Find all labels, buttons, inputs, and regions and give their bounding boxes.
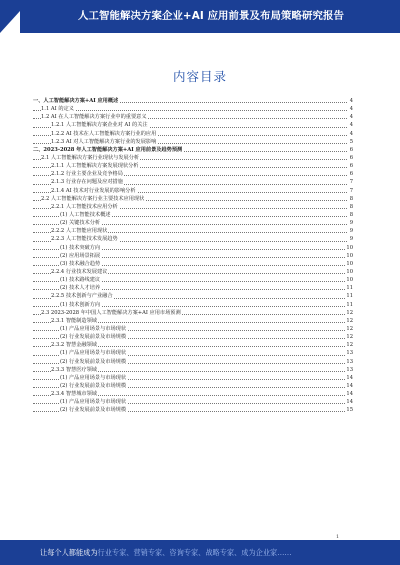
toc-entry-title: (2) 行业发展前景及市场规模 [60,358,127,365]
toc-entry-title: (2) 行业发展前景及市场规模 [60,382,127,389]
toc-entry-title: 二、2023-2028 年人工智能解决方案+AI 应用前景及趋势预测 [33,146,183,153]
toc-entry-page: 5 [349,138,353,145]
toc-entry-title: 1.2.3 AI 对人工智能解决方案行业的发展影响 [51,138,157,145]
toc-entry[interactable] [33,382,353,390]
toc-entry-page: 9 [349,236,353,243]
toc-entry-page: 11 [346,293,353,300]
toc-entry[interactable] [33,341,353,349]
toc-entry-title: 1.2.1 人工智能解决方案企业对 AI 的关注 [51,122,148,129]
toc-entry[interactable] [33,301,353,309]
toc-entry[interactable] [33,178,353,186]
toc-entry-title: (2) 技术人才培养 [60,285,101,292]
toc-entry-title: 2.2 人工智能解决方案行业主要技术应用现状 [41,195,145,202]
toc-entry[interactable] [33,227,353,235]
toc-entry[interactable] [33,170,353,178]
toc-entry[interactable] [33,252,353,260]
toc-entry[interactable] [33,219,353,227]
toc-entry-page: 9 [349,228,353,235]
toc-entry-title: (1) 产品应用场景与市场现状 [60,374,127,381]
toc-entry[interactable] [33,284,353,292]
toc-entry[interactable] [33,309,353,317]
toc-entry[interactable] [33,268,353,276]
toc-entry-title: (1) 技术路线建议 [60,277,101,284]
toc-entry[interactable] [33,317,353,325]
toc-entry[interactable] [33,162,353,170]
toc-entry-title: 2.2.4 行业技术发展建议 [51,268,108,275]
toc-entry-page: 4 [349,98,353,104]
toc-entry-title: 2.1.1 人工智能解决方案发展现状分析 [51,163,139,170]
toc-entry-page: 4 [349,106,353,113]
toc-entry-title: 2.2.2 人工智能应用现状 [51,228,108,235]
toc-heading: 内容目录 [172,69,227,84]
toc-entry-page: 10 [346,268,353,275]
toc-entry[interactable] [33,390,353,398]
toc-entry-page: 12 [346,325,353,332]
toc-entry-title: 2.1.3 行业存在问题及应对措施 [51,179,123,186]
toc-entry-page: 7 [349,187,353,194]
toc-entry[interactable] [33,187,353,195]
toc-entry[interactable] [33,292,353,300]
toc-entry-title: 2.1 人工智能解决方案行业现状与发展分析 [41,154,140,161]
toc-entry-page: 12 [346,317,353,324]
toc-entry-page: 15 [346,407,353,414]
toc-entry[interactable] [33,244,353,252]
toc-entry[interactable] [33,97,353,105]
toc-entry-title: 2.3.1 智能制造领域 [51,317,97,324]
toc-entry-page: 13 [346,350,353,357]
dot-leader [33,110,347,111]
toc-entry-page: 14 [346,374,353,381]
toc-entry[interactable] [33,154,353,162]
toc-entry-page: 14 [346,399,353,406]
toc-entry-title: (1) 人工智能技术概述 [60,211,111,218]
toc-entry-page: 12 [346,309,353,316]
toc-entry[interactable] [33,203,353,211]
toc-entry-title: (1) 技术突破方向 [60,244,101,251]
toc-entry-title: 1.2 AI 在人工智能解决方案行业中的重要意义 [41,114,147,121]
toc-entry-title: (2) 应用场景拓展 [60,252,101,259]
toc-entry[interactable] [33,349,353,357]
toc-entry-title: 2.3.3 智慧医疗领域 [51,366,97,373]
toc-entry-title: 2.1.2 行业主要企业及竞争格局 [51,171,123,178]
toc-entry-title: 2.2.1 人工智能技术应用分析 [51,203,118,210]
toc-entry-page: 14 [346,382,353,389]
toc-entry-title: 2.2.5 技术创新与产业融合 [51,293,113,300]
toc-entry-page: 14 [346,391,353,398]
toc-entry-page: 8 [349,195,353,202]
toc-entry-page: 7 [349,179,353,186]
toc-entry-title: (1) 产品应用场景与市场现状 [60,350,127,357]
toc-entry[interactable] [33,113,353,121]
toc-entry-title: (1) 产品应用场景与市场现状 [60,325,127,332]
toc-entry[interactable] [33,138,353,146]
toc-entry-page: 12 [346,334,353,341]
toc-entry-page: 13 [346,358,353,365]
toc-entry[interactable] [33,358,353,366]
toc-entry[interactable] [33,276,353,284]
toc-entry-page: 6 [349,154,353,161]
toc-entry-title: 2.3.2 智慧金融领域 [51,342,97,349]
toc-entry[interactable] [33,195,353,203]
toc-entry[interactable] [33,105,353,113]
toc-entry[interactable] [33,146,353,154]
toc-entry[interactable] [33,211,353,219]
toc-entry-title: (2) 关键技术分析 [60,220,101,227]
toc-entry[interactable] [33,130,353,138]
toc-entry-title: 2.2.3 人工智能技术发展趋势 [51,236,118,243]
toc-entry-page: 12 [346,342,353,349]
report-title: 人工智能解决方案企业+AI 应用前景及布局策略研究报告 [78,10,344,22]
toc-entry-page: 4 [349,130,353,137]
toc-entry[interactable] [33,325,353,333]
toc-entry-page: 4 [349,122,353,129]
footer-bar [0,540,400,565]
toc-entry-page: 6 [349,171,353,178]
toc-entry[interactable] [33,366,353,374]
toc-entry-title: (3) 技术融合趋势 [60,260,101,267]
toc-entry[interactable] [33,398,353,406]
toc-entry-page: 10 [346,277,353,284]
toc-entry-title: 2.3.4 智慧城市领域 [51,391,97,398]
toc-entry-page: 11 [346,301,353,308]
page-number: 1 [336,534,340,540]
toc-entry-title: 2.1.4 AI 技术对行业发展的影响分析 [51,187,136,194]
footer-slogan-lead: 让每个人都能成为 [40,548,98,557]
toc-entry-page: 8 [349,203,353,210]
toc-entry[interactable] [33,235,353,243]
toc-entry-page: 9 [349,220,353,227]
toc-entry-title: (2) 行业发展前景及市场规模 [60,407,127,414]
toc-entry-page: 11 [346,285,353,292]
toc-entry[interactable] [33,374,353,382]
toc-entry[interactable] [33,121,353,129]
toc-entry-page: 13 [346,366,353,373]
toc-entry-title: (2) 行业发展前景及市场规模 [60,334,127,341]
footer-slogan-rest: 行业专家、营销专家、咨询专家、战略专家、成为企业家…… [97,548,292,557]
toc-entry-page: 6 [349,146,353,153]
toc-entry[interactable] [33,260,353,268]
toc-entry-title: (1) 技术创新方向 [60,301,101,308]
toc-entry-page: 10 [346,244,353,251]
toc-entry-page: 10 [346,260,353,267]
toc-entry-page: 8 [349,211,353,218]
toc-entry-title: 1.2.2 AI 技术在人工智能解决方案行业的应用 [51,130,157,137]
toc-entry-title: (1) 产品应用场景与市场现状 [60,399,127,406]
report-header [0,0,400,33]
toc-entry-page: 6 [349,163,353,170]
footer-slogan [40,540,292,565]
toc-entry[interactable] [33,406,353,414]
toc-entry-title: 一、人工智能解决方案+AI 应用概述 [33,98,119,104]
toc-entry[interactable] [33,333,353,341]
toc-entry-title: 2.3 2023-2028 年中国人工智能解决方案+AI 应用市场预测 [41,309,181,316]
toc-entry-title: 1.1 AI 的定义 [41,106,74,113]
toc-entry-page: 10 [346,252,353,259]
toc-entry-page: 4 [349,114,353,121]
table-of-contents [33,97,353,414]
